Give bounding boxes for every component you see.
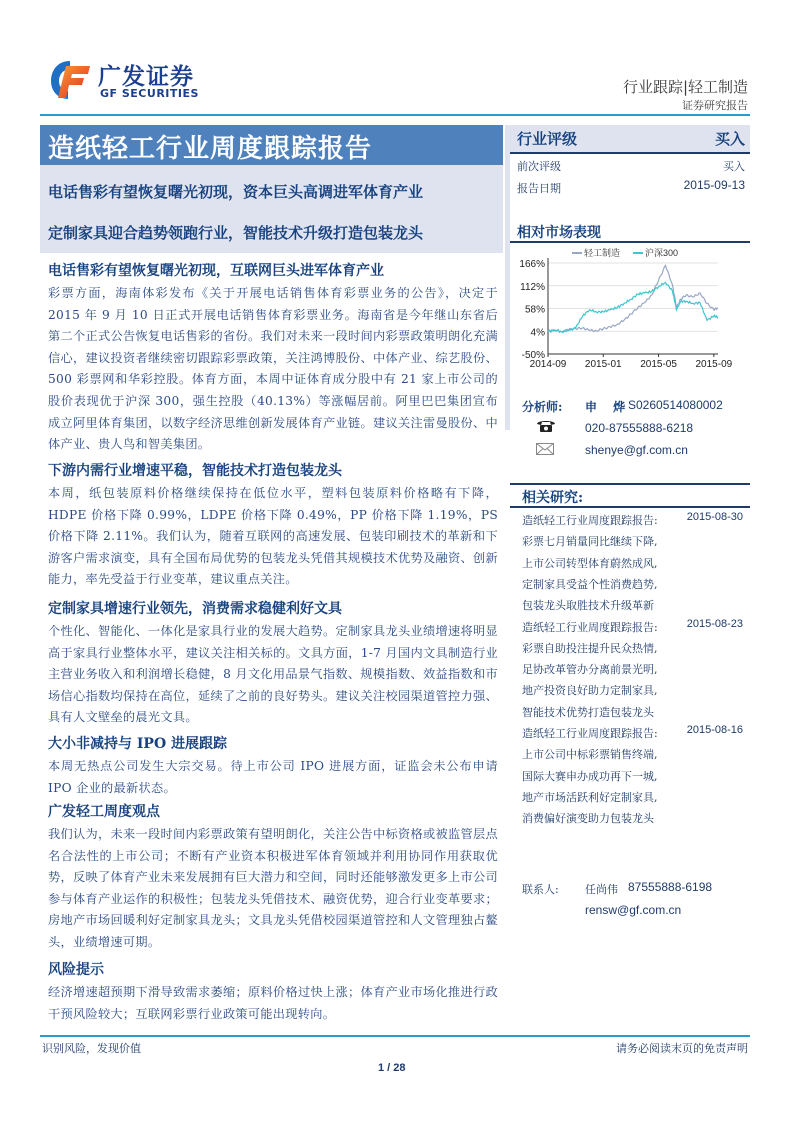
y-tick-label: 4% [530,327,545,339]
related-research-line: 彩票自助投注提升民众热情, [522,641,658,655]
header-divider [40,114,750,116]
report-title: 造纸轻工行业周度跟踪报告 [48,134,373,164]
section-body-furniture: 个性化、智能化、一体化是家具行业的发展大趋势。定制家具龙头业绩增速将明显高于家具行业整体水平，建议关注相关标的。文具方面，1-7 月国内文具制造行业主营业务收入和利润增长稳健，8 月文化用品景气指数、规模指数、效益指数和市场信心指数均保持在高位，延续了之前的良好势头。建议关注校园渠道管控力强、具有人文壁垒的晨光文具。 [48,624,498,725]
prev-rating-label: 前次评级 [517,160,561,173]
x-tick-label: 2015-05 [640,359,677,368]
report-date-label: 报告日期 [517,182,561,195]
y-tick-label: 112% [520,281,545,293]
y-tick-label: 166% [519,259,545,270]
related-research-date: 2015-08-23 [686,617,743,630]
contact-phone: 87555888-6198 [628,880,713,894]
footer-slogan: 识别风险，发现价值 [42,1042,141,1055]
contact-name: 任尚伟 [585,883,618,896]
logo-text-cn: 广发证券 [98,64,194,90]
series-line-light-industry [548,266,718,333]
analyst-name: 申 烨 [585,400,632,414]
related-research-line: 定制家具受益个性消费趋势, [522,577,658,591]
related-research-line[interactable]: 造纸轻工行业周度跟踪报告: [522,727,658,740]
section-heading-weekly-view: 广发轻工周度观点 [48,804,160,820]
footer-disclaimer-note: 请务必阅读末页的免责声明 [616,1042,748,1055]
related-research-line: 上市公司中标彩票销售终端, [522,748,658,762]
legend-label-hs300: 沪深300 [645,248,679,258]
section-heading-risk: 风险提示 [48,962,104,978]
related-divider [510,506,750,508]
gf-logo-icon [48,58,92,102]
x-tick-label: 2014-09 [529,359,567,368]
analyst-label: 分析师: [522,400,563,414]
y-tick-label: 58% [524,304,545,316]
chart-legend [572,247,678,258]
logo-text-en: GF SECURITIES [100,87,199,100]
related-research-line[interactable]: 造纸轻工行业周度跟踪报告: [522,620,658,634]
related-research-line: 包装龙头取胜技术升级革新 [522,599,654,613]
report-category: 行业跟踪|轻工制造 [622,78,748,96]
performance-title: 相对市场表现 [517,225,601,241]
footer-divider [40,1035,750,1037]
contact-label: 联系人: [522,883,559,896]
related-divider-top [510,483,750,485]
related-research-line: 消费偏好演变助力包装龙头 [522,812,654,826]
related-research-date: 2015-08-30 [686,511,743,523]
related-research-line[interactable]: 造纸轻工行业周度跟踪报告: [522,514,658,527]
section-body-weekly-view: 我们认为，未来一段时间内彩票政策有望明朗化，关注公告中标资格或被监管层点名合法性的上市公司；不断有产业资本积极进军体育领域并利用协同作用获取优势，反映了体育产业未来发展拥有巨大潜力和空间，同时还能够激发更多上市公司参与体育产业运作的积极性；包装龙头凭借技术、融资优势，迎合行业变革要求；房地产市场回暖利好定制家具龙头；文具龙头凭借校园渠道管控和人文管理独占鳌头，业绩增速可期。 [48,827,498,949]
section-body-risk: 经济增速超预期下滑导致需求萎缩；原料价格过快上涨；体育产业市场化推进行政干预风险较大；互联网彩票行业政策可能出现转向。 [48,985,498,1021]
relative-performance-chart [510,243,750,368]
related-research-line: 国际大赛申办成功再下一城, [522,769,658,783]
page-number: 1 / 28 [378,1062,406,1074]
y-tick-label: -50% [521,350,545,361]
related-research-line: 地产投资良好助力定制家具, [522,684,658,698]
related-research-line: 地产市场活跃利好定制家具, [522,790,658,804]
section-heading-packaging: 下游内需行业增速平稳，智能技术打造包装龙头 [48,463,342,479]
related-research-line: 足协改革管办分离前景光明, [522,663,658,677]
related-research-title: 相关研究: [522,490,584,506]
related-research-line: 智能技术优势打造包装龙头 [522,705,654,719]
prev-rating-value: 买入 [723,160,745,173]
related-research-line: 上市公司转型体育蔚然成风, [522,556,658,570]
report-date-value: 2015-09-13 [683,178,745,192]
section-heading-ipo: 大小非减持与 IPO 进展跟踪 [48,736,228,752]
section-body-packaging: 本周，纸包装原料价格继续保持在低位水平，塑料包装原料价格略有下降，HDPE 价格下降 0.99%，LDPE 价格下降 0.49%，PP 价格下降 1.19%，PS 价格下降 2.11%。我们认为，随着互联网的高速发展、包装印刷技术的革新和下游客户需求演变，具有全国布局优势的包装龙头凭借其规模技术优势及融资、创新能力，率先受益于行业变革，建议重点关注。 [48,486,498,587]
x-tick-label: 2015-09 [695,359,733,368]
section-heading-furniture: 定制家具增速行业领先，消费需求稳健利好文具 [48,601,342,617]
series-line-hs300 [548,282,718,332]
section-body-ipo: 本周无热点公司发生大宗交易。待上市公司 IPO 进展方面，证监会未公布申请 IPO 企业的最新状态。 [48,759,498,795]
section-body-lottery-sports: 彩票方面，海南体彩发布《关于开展电话销售体育彩票业务的公告》，决定于 2015 年 9 月 10 日正式开展电话销售体育彩票业务。海南省是今年继山东省后第二个正式公告恢复电话售彩的省份。我们对未来一段时间内彩票政策明朗化充满信心，建议投资者继续密切跟踪彩票政策，关注鸿博股份、中体产业、综艺股份、500 彩票网和华彩控股。体育方面，本周中证体育成分股中有 21 家上市公司的股价表现优于沪深 300，强生控股（40.13%）等涨幅居前。阿里巴巴集团宣布成立阿里体育集团，以数字经济思维创新发展体育产业链。建议关注雷曼股份、中体产业、贵人鸟和智美集团。 [48,286,498,452]
analyst-license-id: S0260514080002 [628,398,723,412]
subtitle-2: 定制家具迎合趋势领跑行业，智能技术升级打造包装龙头 [48,224,424,242]
telephone-icon [536,419,556,433]
x-tick-label: 2015-01 [584,359,622,368]
related-research-line: 彩票七月销量同比继续下降, [522,535,658,549]
section-heading-lottery-sports: 电话售彩有望恢复曙光初现，互联网巨头进军体育产业 [48,263,384,279]
legend-label-light-industry: 轻工制造 [584,248,621,258]
analyst-email[interactable]: shenye@gf.com.cn [585,443,688,457]
rating-value: 买入 [714,130,745,148]
subtitle-1: 电话售彩有望恢复曙光初现，资本巨头高调进军体育产业 [48,183,424,201]
company-logo [48,58,218,104]
rating-label: 行业评级 [517,130,578,148]
envelope-icon [536,443,554,455]
report-type: 证券研究报告 [682,99,748,112]
analyst-phone: 020-87555888-6218 [585,421,694,435]
related-research-date: 2015-08-16 [686,724,743,736]
contact-email[interactable]: rensw@gf.com.cn [585,903,682,917]
